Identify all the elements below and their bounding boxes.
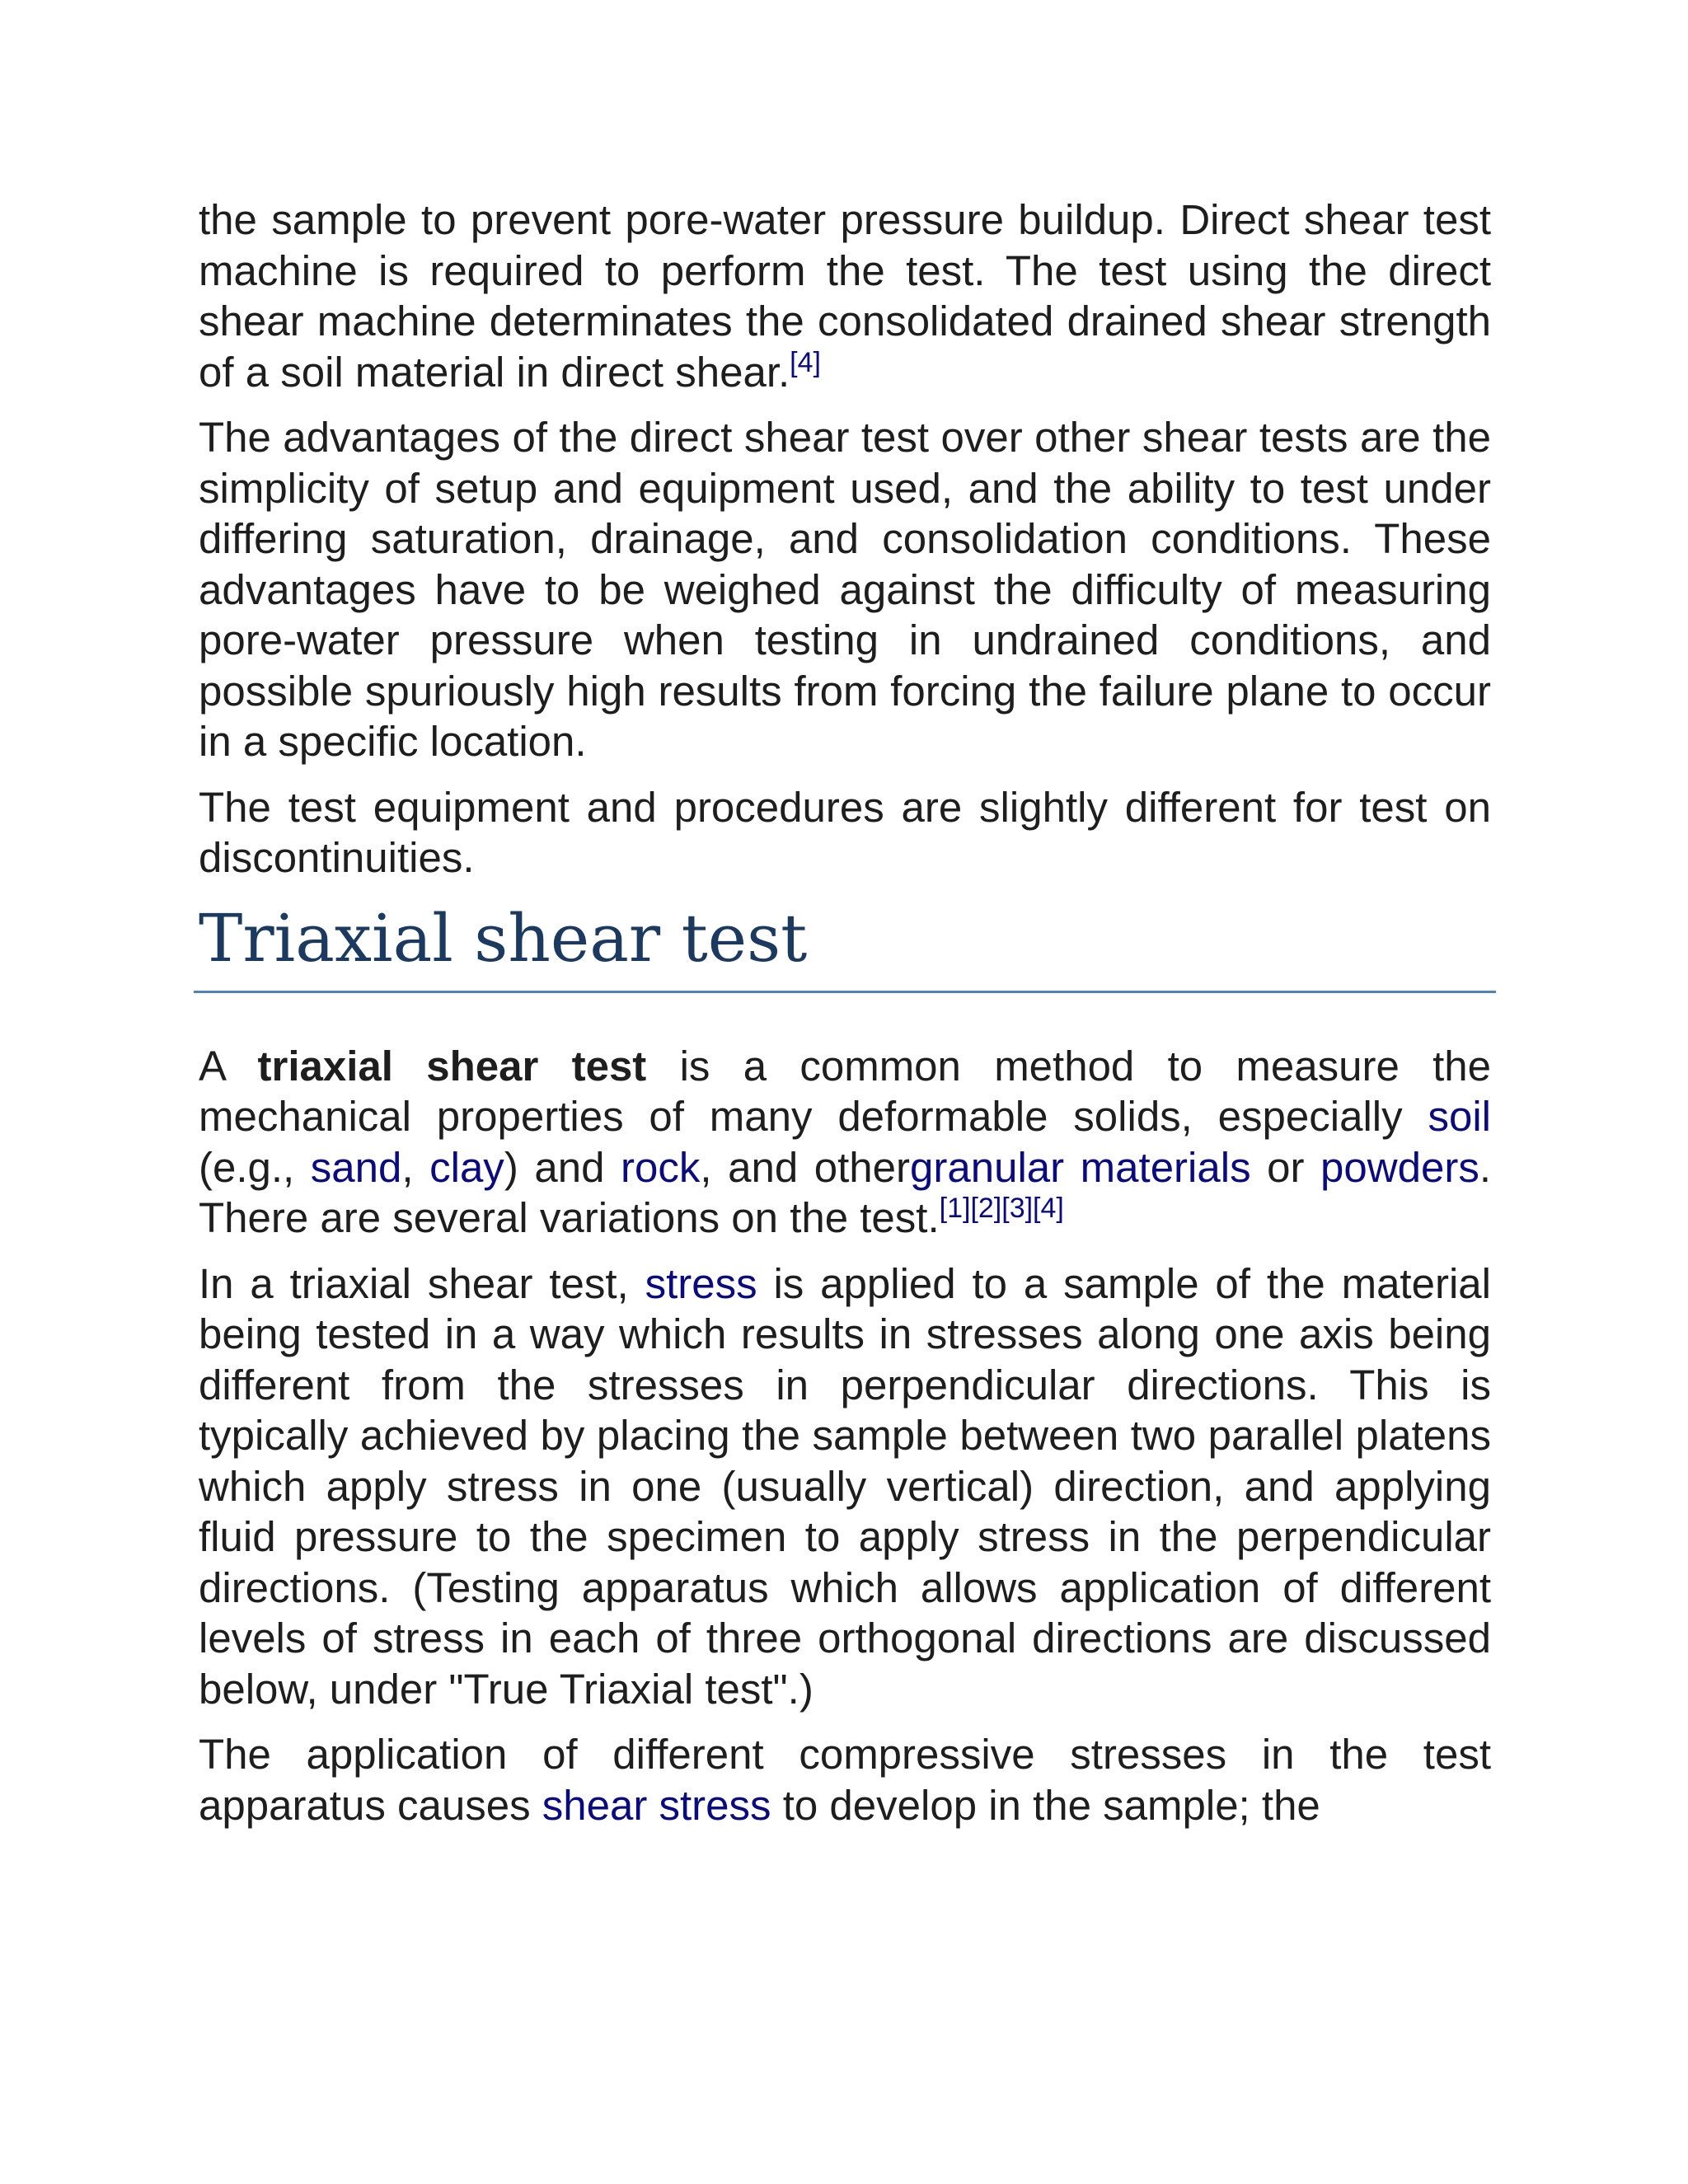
text-run: is applied to a sample of the material being tested in a way which results in stresses along one axis being different from the stresses in perpendicular directions. This is typically achieved by placing the sample between two parallel platens which apply stress in one (usually vertical) direction, and applying fluid pressure to the specimen to apply stress in the perpendicular directions. (Testing apparatus which allows application of different levels of stress in each of three orthogonal directions are discussed below, under "True Triaxial test".) — [199, 1259, 1491, 1713]
text-run: A — [199, 1042, 258, 1090]
link-granular-materials[interactable]: granular materials — [910, 1143, 1251, 1191]
citation-refs-1-4[interactable]: [1][2][3][4] — [939, 1193, 1064, 1224]
text-run: is a common method to measure the mechanical properties of many deformable solids, especially — [199, 1042, 1492, 1140]
link-sand[interactable]: sand — [310, 1143, 402, 1191]
text-run: ) and — [504, 1143, 621, 1191]
text-run: In a triaxial shear test, — [199, 1259, 645, 1307]
section-heading-triaxial: Triaxial shear test — [194, 898, 1496, 993]
text-run: to develop in the sample; the — [771, 1781, 1320, 1829]
text-run: or — [1250, 1143, 1321, 1191]
page-content — [199, 194, 1491, 1845]
paragraph-direct-shear-advantages — [199, 412, 1491, 767]
paragraph-triaxial-stress — [199, 1258, 1491, 1715]
paragraph-text: The advantages of the direct shear test over other shear tests are the simplicity of setup and equipment used, and the ability to test under differing saturation, drainage, and consolidation conditions. These advantages have to be weighed against the difficulty of measuring pore-water pressure when testing in undrained conditions, and possible spuriously high results from forcing the failure plane to occur in a specific location. — [199, 414, 1491, 765]
paragraph-direct-shear-procedure — [199, 194, 1491, 397]
link-soil[interactable]: soil — [1428, 1093, 1491, 1140]
paragraph-text: the sample to prevent pore-water pressure buildup. Direct shear test machine is required to perform the test. The test using the direct shear machine determinates the consolidated drained shear strength of a soil material in direct shear. — [199, 196, 1491, 396]
paragraph-triaxial-shear-stress — [199, 1729, 1491, 1830]
heading-spacer — [199, 993, 1491, 1041]
paragraph-discontinuities — [199, 782, 1491, 883]
text-run: , and other — [700, 1143, 910, 1191]
link-shear-stress[interactable]: shear stress — [542, 1781, 771, 1829]
link-powders[interactable]: powders — [1320, 1143, 1479, 1191]
text-run: . There are several variations on the test. — [199, 1143, 1491, 1241]
link-rock[interactable]: rock — [621, 1143, 701, 1191]
citation-ref-4[interactable]: [4] — [790, 346, 821, 378]
link-stress[interactable]: stress — [645, 1259, 757, 1307]
text-run: , — [401, 1143, 430, 1191]
paragraph-triaxial-intro — [199, 1041, 1491, 1244]
bold-term-triaxial-shear-test: triaxial shear test — [257, 1042, 647, 1090]
text-run: The application of different compressive stresses in the test apparatus causes — [199, 1731, 1491, 1829]
link-clay[interactable]: clay — [429, 1143, 504, 1191]
paragraph-text: The test equipment and procedures are slightly different for test on discontinuities. — [199, 783, 1491, 881]
text-run: (e.g., — [199, 1143, 311, 1191]
